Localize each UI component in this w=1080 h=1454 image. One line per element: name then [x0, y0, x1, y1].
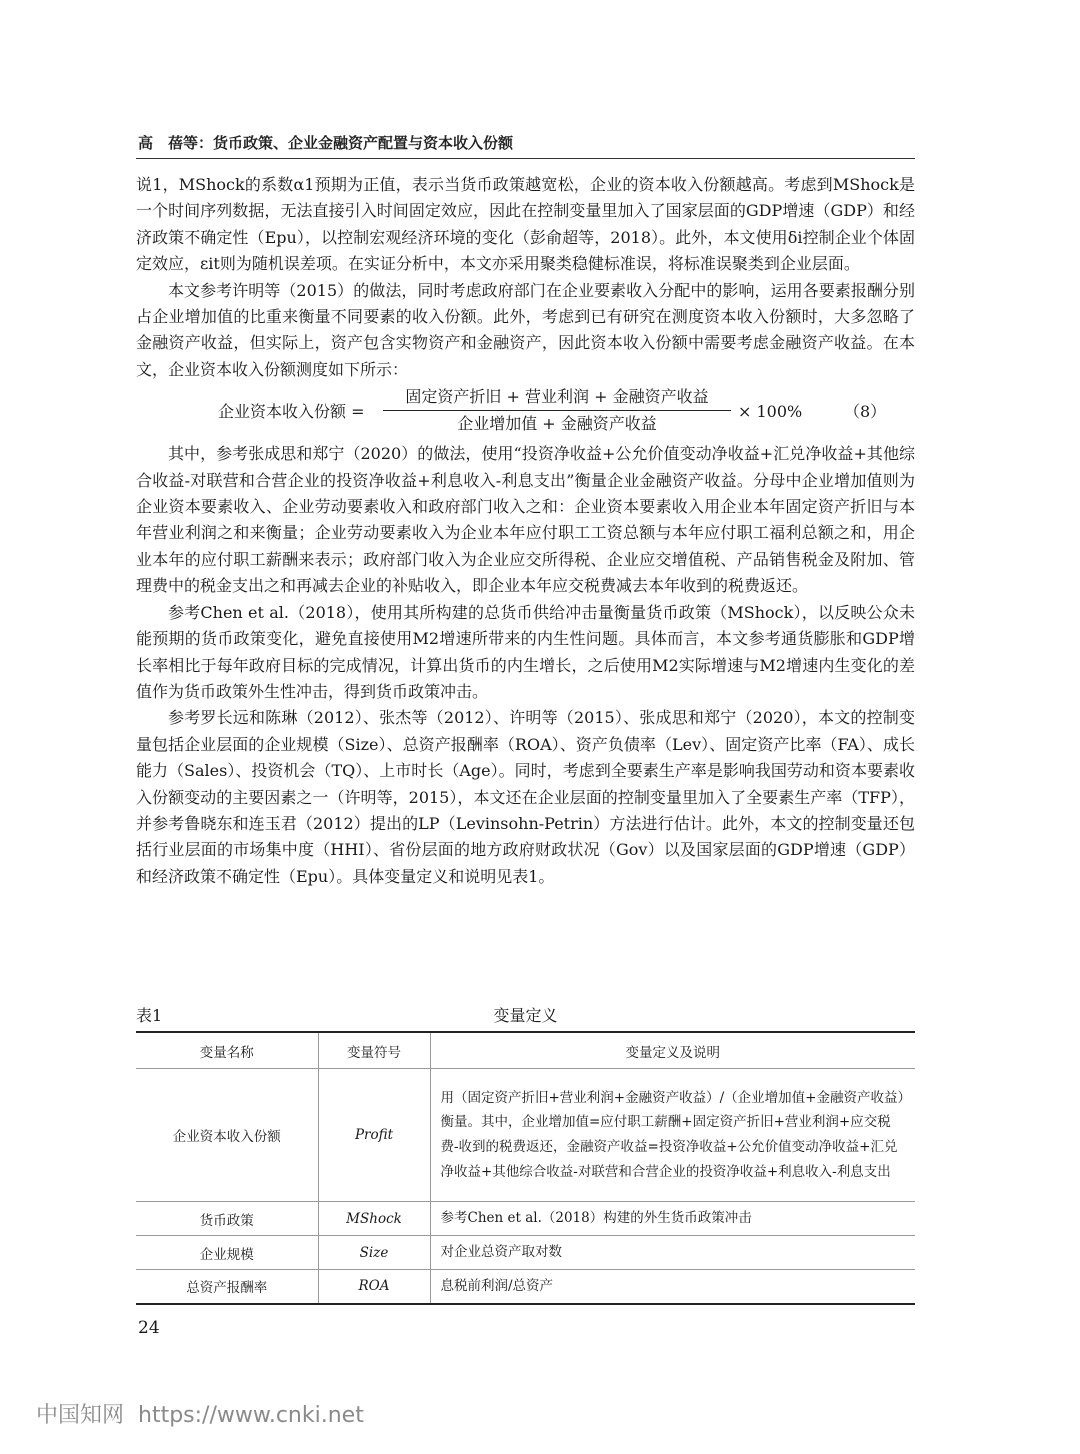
cnki-watermark — [36, 1398, 364, 1429]
header-variable-definition: 变量定义及说明 — [430, 1032, 915, 1069]
formula-numerator: 固定资产折旧 + 营业利润 + 金融资产收益 — [405, 387, 709, 407]
variable-symbol: Profit — [318, 1069, 430, 1202]
table-row — [136, 1270, 915, 1304]
variable-symbol: MShock — [318, 1202, 430, 1236]
table-label: 表1 — [136, 1006, 163, 1025]
formula-denominator: 企业增加值 + 金融资产收益 — [457, 414, 657, 434]
fraction-bar — [383, 410, 731, 411]
paragraph-5: 参考罗长远和陈琳（2012）、张杰等（2012）、许明等（2015）、张成思和郑宁（2020），本文的控制变量包括企业层面的企业规模（Size）、总资产报酬率（ROA）、资产负债率（Lev）、固定资产比率（FA）、成长能力（Sales）、投资机会（TQ）、上市时长（Age）。同时，考虑到全要素生产率是影响我国劳动和资本要素收入份额变动的主要因素之一（许明等，2015），本文还在企业层面的控制变量里加入了全要素生产率（TFP），并参考鲁晓东和连玉君（2012）提出的LP（Levinsohn-Petrin）方法进行估计。此外，本文的控制变量还包括行业层面的市场集中度（HHI）、省份层面的地方政府财政状况（Gov）以及国家层面的GDP增速（GDP）和经济政策不确定性（Epu）。具体变量定义和说明见表1。 — [136, 708, 915, 886]
paragraph-3: 其中，参考张成思和郑宁（2020）的做法，使用“投资净收益+公允价值变动净收益+汇兑净收益+其他综合收益-对联营和合营企业的投资净收益+利息收入-利息支出”衡量企业金融资产收益。分母中企业增加值则为企业资本要素收入、企业劳动要素收入和政府部门收入之和：企业资本要素收入用企业本年固定资产折旧与本年营业利润之和来衡量；企业劳动要素收入为企业本年应付职工工资总额与本年应付职工福利总额之和，用企业本年的应付职工薪酬来表示；政府部门收入为企业应交所得税、企业应交增值税、产品销售税金及附加、管理费中的税金支出之和再减去企业的补贴收入，即企业本年应交税费减去本年收到的税费返还。 — [136, 444, 915, 596]
variable-definition-table — [136, 1031, 915, 1305]
variable-definition: 对企业总资产取对数 — [430, 1236, 915, 1270]
table-row — [136, 1202, 915, 1236]
variable-definition: 用（固定资产折旧+营业利润+金融资产收益）/（企业增加值+金融资产收益）衡量。其中，企业增加值=应付职工薪酬+固定资产折旧+营业利润+应交税费-收到的税费返还，金融资产收益=投资净收益+公允价值变动净收益+汇兑净收益+其他综合收益-对联营和合营企业的投资净收益+利息收入-利息支出 — [430, 1069, 915, 1202]
table-row — [136, 1069, 915, 1202]
paragraph-1: 说1，MShock的系数α1预期为正值，表示当货币政策越宽松，企业的资本收入份额越高。考虑到MShock是一个时间序列数据，无法直接引入时间固定效应，因此在控制变量里加入了国家层面的GDP增速（GDP）和经济政策不确定性（Epu），以控制宏观经济环境的变化（彭俞超等，2018）。此外，本文使用δi控制企业个体固定效应，εit则为随机误差项。在实证分析中，本文亦采用聚类稳健标准误，将标准误聚类到企业层面。 — [136, 175, 915, 274]
watermark-url: https://www.cnki.net — [138, 1403, 364, 1428]
table-header-row — [136, 1032, 915, 1069]
formula-fraction — [383, 385, 731, 436]
variable-name: 企业规模 — [136, 1236, 318, 1270]
header-variable-symbol: 变量符号 — [318, 1032, 430, 1069]
formula-lhs: 企业资本收入份额 = — [218, 402, 365, 422]
page-number: 24 — [138, 1318, 160, 1338]
watermark-brand: 中国知网 — [36, 1403, 125, 1428]
variable-name: 总资产报酬率 — [136, 1270, 318, 1304]
variable-definition: 息税前利润/总资产 — [430, 1270, 915, 1304]
paragraph-4: 参考Chen et al.（2018），使用其所构建的总货币供给冲击量衡量货币政策（MShock），以反映公众未能预期的货币政策变化，避免直接使用M2增速所带来的内生性问题。具体而言，本文参考通货膨胀和GDP增长率相比于每年政府目标的完成情况，计算出货币的内生增长，之后使用M2实际增速与M2增速内生变化的差值作为货币政策外生性冲击，得到货币政策冲击。 — [136, 602, 915, 701]
variable-symbol: Size — [318, 1236, 430, 1270]
formula-8 — [136, 385, 915, 439]
header-variable-name: 变量名称 — [136, 1032, 318, 1069]
running-header: 高 蓓等：货币政策、企业金融资产配置与资本收入份额 — [138, 134, 514, 152]
variable-name: 货币政策 — [136, 1202, 318, 1236]
variable-definition: 参考Chen et al.（2018）构建的外生货币政策冲击 — [430, 1202, 915, 1236]
table-title: 变量定义 — [493, 1006, 558, 1025]
article-body — [136, 172, 915, 890]
table-row — [136, 1236, 915, 1270]
paragraph-2: 本文参考许明等（2015）的做法，同时考虑政府部门在企业要素收入分配中的影响，运用各要素报酬分别占企业增加值的比重来衡量不同要素的收入份额。此外，考虑到已有研究在测度资本收入份额时，大多忽略了金融资产收益，但实际上，资产包含实物资产和金融资产，因此资本收入份额中需要考虑金融资产收益。在本文，企业资本收入份额测度如下所示： — [136, 280, 915, 379]
equation-number: （8） — [844, 402, 887, 422]
formula-rhs: × 100% — [738, 402, 803, 422]
variable-symbol: ROA — [318, 1270, 430, 1304]
variable-name: 企业资本收入份额 — [136, 1069, 318, 1202]
header-divider — [136, 158, 915, 159]
